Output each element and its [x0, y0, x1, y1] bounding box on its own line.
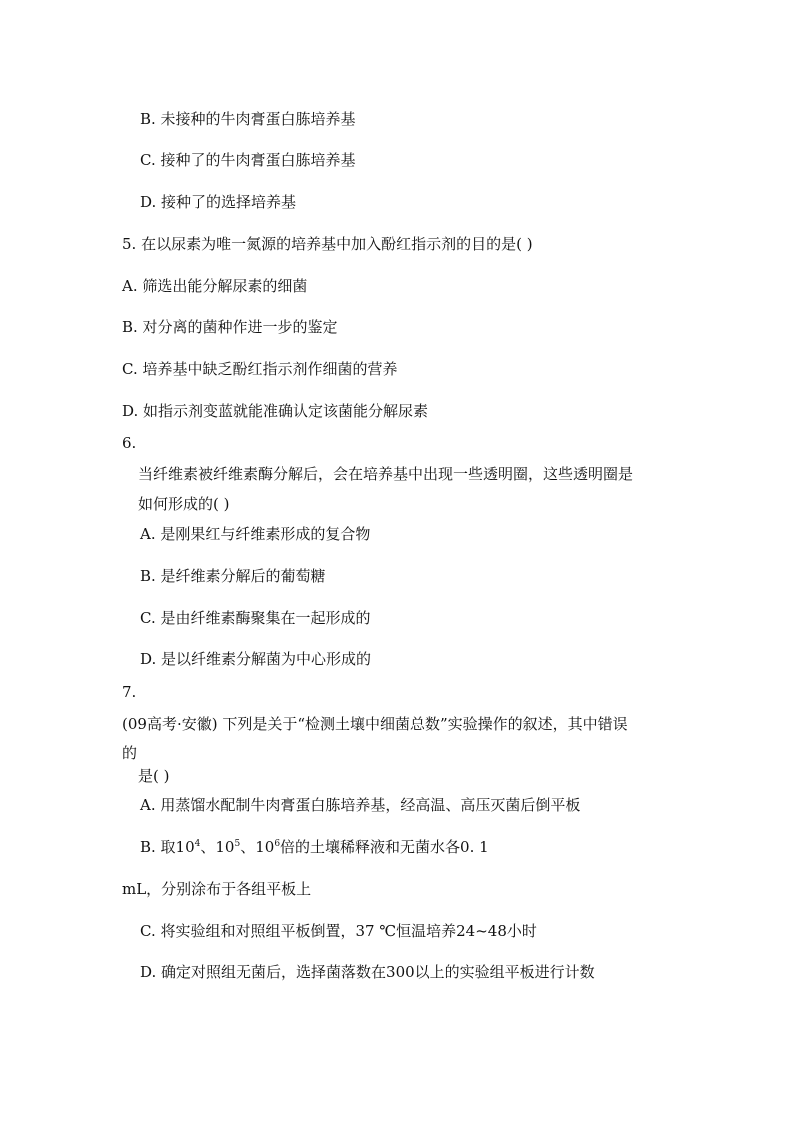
- q6-stem-line1: 当纤维素被纤维素酶分解后，会在培养基中出现一些透明圈，这些透明圈是: [138, 465, 634, 483]
- q5-stem: 5. 在以尿素为唯一氮源的培养基中加入酚红指示剂的目的是( ): [122, 235, 533, 253]
- q6-option-b: B. 是纤维素分解后的葡萄糖: [140, 567, 326, 585]
- q7-option-b-prefix: B. 取10: [140, 838, 195, 856]
- q4-option-d: D. 接种了的选择培养基: [140, 193, 297, 211]
- q7-option-b-suffix: 倍的土壤稀释液和无菌水各0. 1: [280, 838, 489, 856]
- exponent-6: 6: [274, 839, 281, 849]
- q6-option-d: D. 是以纤维素分解菌为中心形成的: [140, 650, 372, 668]
- q7-stem-line2: 的: [122, 744, 138, 762]
- q5-option-d: D. 如指示剂变蓝就能准确认定该菌能分解尿素: [122, 402, 429, 420]
- q6-option-c: C. 是由纤维素酶聚集在一起形成的: [140, 609, 371, 627]
- q7-stem-line3: 是( ): [138, 767, 170, 785]
- q7-option-b: [140, 838, 489, 856]
- q7-number: 7.: [122, 683, 137, 701]
- q5-option-b: B. 对分离的菌种作进一步的鉴定: [122, 318, 338, 336]
- separator: 、10: [240, 838, 275, 856]
- q7-option-d: D. 确定对照组无菌后，选择菌落数在300以上的实验组平板进行计数: [140, 963, 595, 981]
- separator: 、10: [200, 838, 235, 856]
- q7-option-a: A. 用蒸馏水配制牛肉膏蛋白胨培养基，经高温、高压灭菌后倒平板: [140, 796, 581, 814]
- q4-option-c: C. 接种了的牛肉膏蛋白胨培养基: [140, 151, 356, 169]
- q6-stem-line2: 如何形成的( ): [138, 495, 230, 513]
- exponent-5: 5: [234, 839, 241, 849]
- q7-option-b-continuation: mL，分别涂布于各组平板上: [122, 880, 312, 898]
- q4-option-b: B. 未接种的牛肉膏蛋白胨培养基: [140, 110, 356, 128]
- q6-option-a: A. 是刚果红与纤维素形成的复合物: [140, 525, 371, 543]
- q5-option-c: C. 培养基中缺乏酚红指示剂作细菌的营养: [122, 360, 398, 378]
- q7-stem-line1: (09高考·安徽) 下列是关于“检测土壤中细菌总数”实验操作的叙述，其中错误: [122, 715, 628, 733]
- q7-option-c: C. 将实验组和对照组平板倒置，37 ℃恒温培养24~48小时: [140, 922, 537, 940]
- q6-number: 6.: [122, 434, 137, 452]
- q5-option-a: A. 筛选出能分解尿素的细菌: [122, 277, 308, 295]
- exponent-4: 4: [194, 839, 201, 849]
